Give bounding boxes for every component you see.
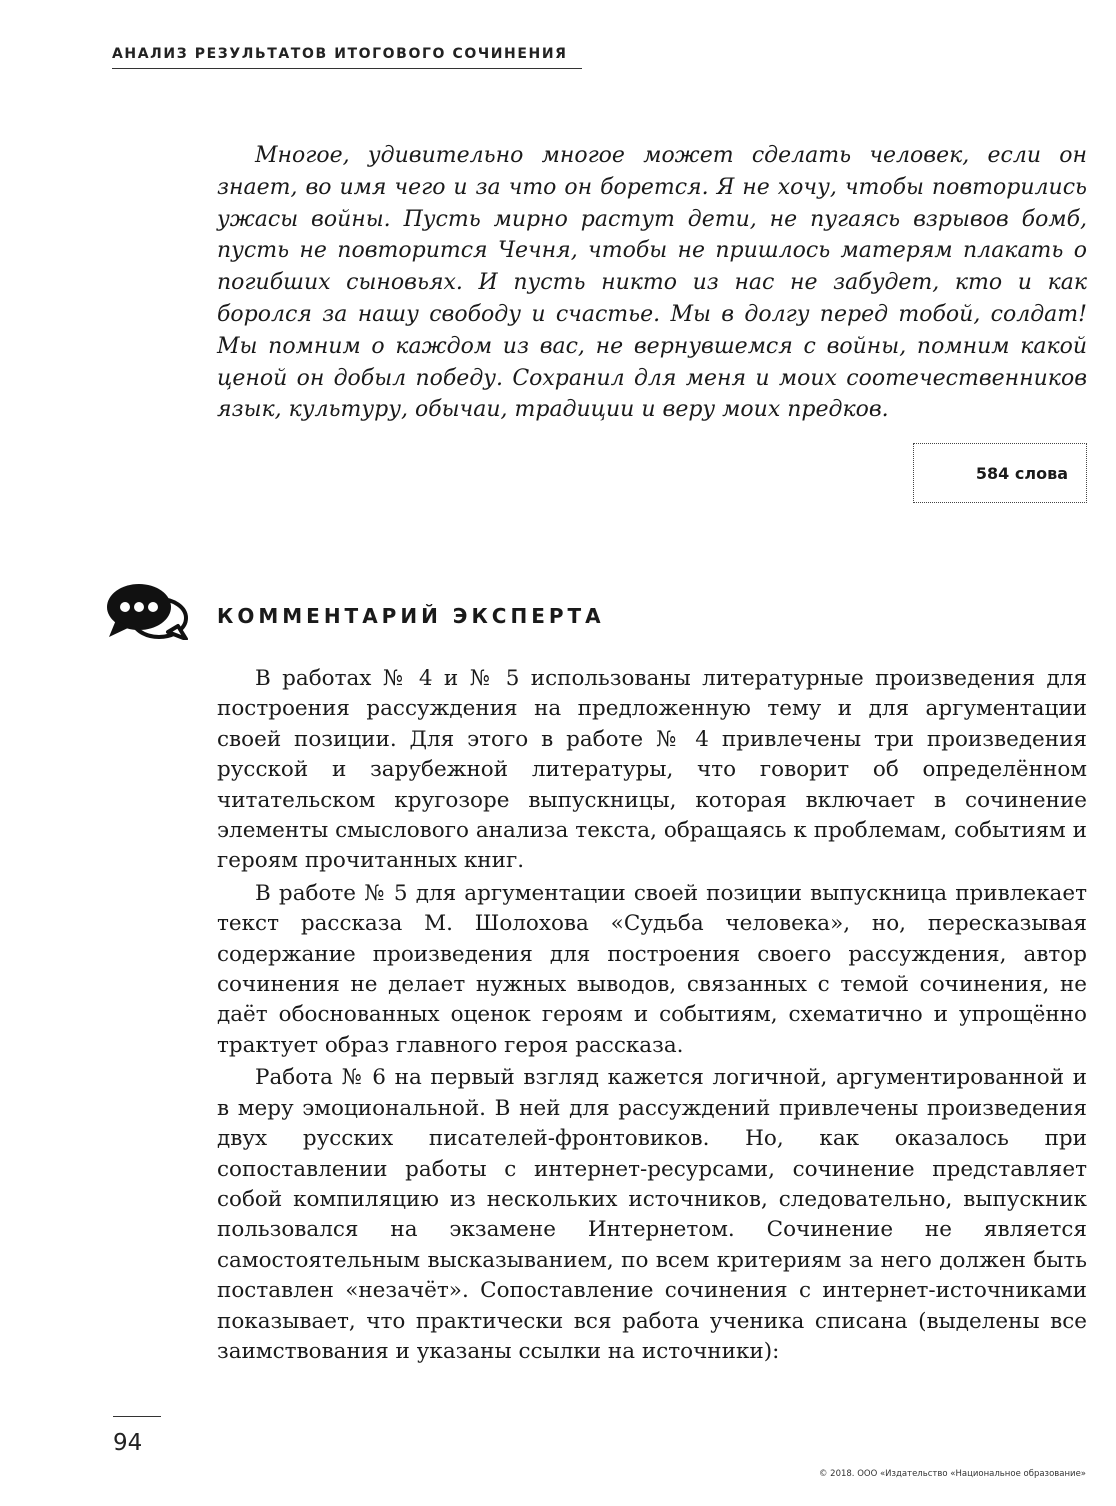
running-header: АНАЛИЗ РЕЗУЛЬТАТОВ ИТОГОВОГО СОЧИНЕНИЯ [112,46,582,69]
footer-divider [113,1416,161,1417]
word-count-label: 584 слова [975,463,1068,483]
essay-excerpt: Многое, удивительно многое может сделать человек, если он знает, во имя чего и за что он борется. Я не хочу, чтобы повторились ужасы войны. Пусть мирно растут дети, не пугаясь взрывов бомб, пусть не повторится Чечня, чтобы не пришлось матерям плакать о погибших сыновьях. И пусть никто из нас не забудет, кто и как боролся за нашу свободу и счастье. Мы в долгу перед тобой, солдат! Мы помним о каждом из вас, не вернувшемся с войны, помним какой ценой он добыл победу. Сохранил для меня и моих соотечественников язык, культуру, обычаи, традиции и веру моих предков. [217,143,1087,423]
expert-comment-body [217,664,1087,1369]
page-number: 94 [113,1430,143,1456]
expert-comment-heading: КОММЕНТАРИЙ ЭКСПЕРТА [217,604,605,628]
paragraph: В работах № 4 и № 5 использованы литературные произведения для построения рассуждения на предложенную тему и для аргументации своей позиции. Для этого в работе № 4 привлечены три произведения русской и зарубежной литературы, что говорит об определённом читательском кругозоре выпускницы, которая включает в сочинение элементы смыслового анализа текста, обращаясь к проблемам, событиям и героям прочитанных книг. [217,666,1087,874]
word-count-box [913,443,1087,503]
paragraph: В работе № 5 для аргументации своей позиции выпускница привлекает текст рассказа М. Шолохова «Судьба человека», но, пересказывая содержание произведения для построения своего рассуждения, автор сочинения не делает нужных выводов, связанных с темой сочинения, не даёт обоснованных оценок героям и событиям, схематично и упрощённо трактует образ главного героя рассказа. [217,880,1087,1058]
speech-bubbles-icon [106,582,188,640]
copyright-notice: © 2018. ООО «Издательство «Национальное образование» [818,1469,1086,1479]
paragraph: Работа № 6 на первый взгляд кажется логичной, аргументированной и в меру эмоциональной. В ней для рассуждений привлечены произведения двух русских писателей-фронтовиков. Но, как оказалось при сопоставлении работы с интернет-ресурсами, сочинение представляет собой компиляцию из нескольких источников, следовательно, выпускник пользовался на экзамене Интернетом. Сочинение не является самостоятельным высказыванием, по всем критериям за него должен быть поставлен «незачёт». Сопоставление сочинения с интернет-источниками показывает, что практически вся работа ученика списана (выделены все заимствования и указаны ссылки на источники): [217,1065,1087,1364]
